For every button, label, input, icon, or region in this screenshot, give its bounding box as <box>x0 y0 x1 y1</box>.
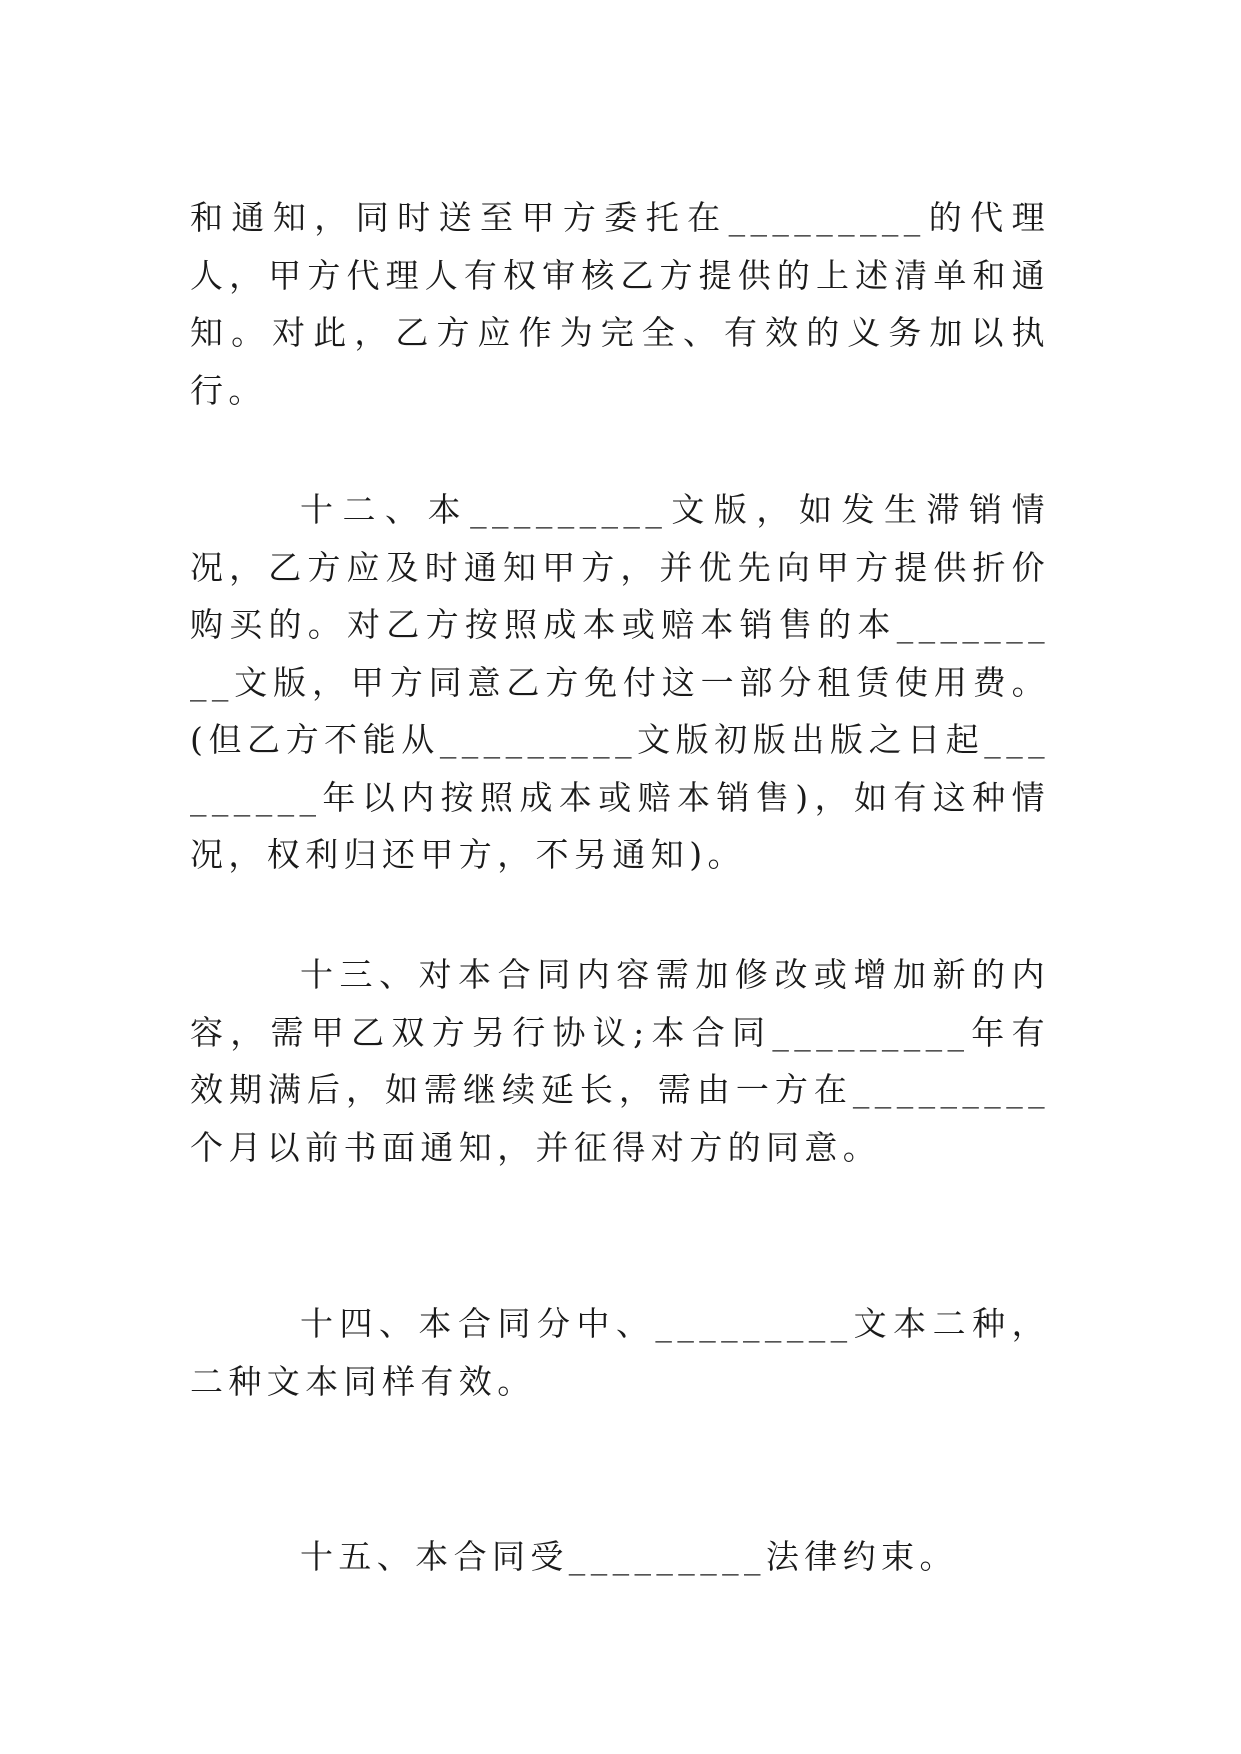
clause-15: 十五、本合同受_________法律约束。 <box>300 1537 958 1576</box>
clause-13: 十三、对本合同内容需加修改或增加新的内容，需甲乙双方另行协议;本合同_________年有效期满后，如需继续延长，需由一方在_________个月以前书面通知，并征得对方的同意。 <box>190 955 1050 1167</box>
paragraph-continuation: 和通知，同时送至甲方委托在_________的代理人，甲方代理人有权审核乙方提供的上述清单和通知。对此，乙方应作为完全、有效的义务加以执行。 <box>190 198 1050 410</box>
clause-14: 十四、本合同分中、_________文本二种，二种文本同样有效。 <box>190 1304 1050 1401</box>
clause-12: 十二、本_________文版，如发生滞销情况，乙方应及时通知甲方，并优先向甲方提供折价购买的。对乙方按照成本或赔本销售的本_________文版，甲方同意乙方免付这一部分租赁使用费。(但乙方不能从_________文版初版出版之日起_________年以内按照成本或赔本销售)，如有这种情况，权利归还甲方，不另通知)。 <box>190 490 1050 874</box>
